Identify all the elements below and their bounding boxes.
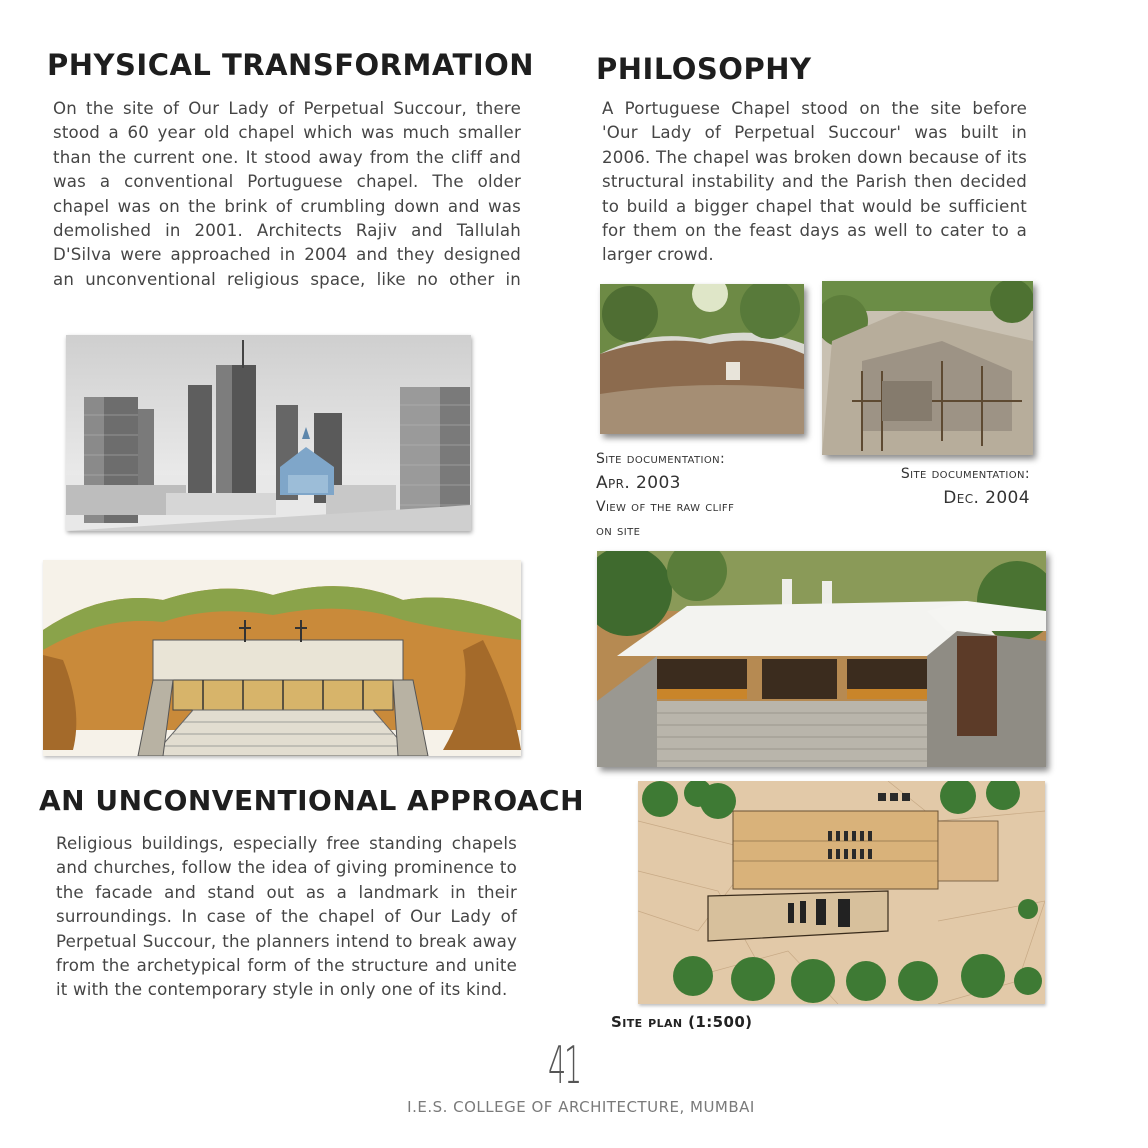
caption-line: View of the raw cliff: [596, 499, 735, 515]
caption-line: on site: [596, 523, 641, 539]
caption-site-documentation-2003: [596, 447, 734, 543]
caption-site-documentation-2004: [855, 462, 1030, 510]
caption-site-plan: Site plan (1:500): [611, 1013, 753, 1031]
footer-college-name: I.E.S. COLLEGE OF ARCHITECTURE, MUMBAI: [407, 1098, 755, 1116]
city-rendering-image: [66, 335, 471, 531]
paragraph-unconventional-approach: Religious buildings, especially free standing chapels and churches, follow the idea of giving prominence to the facade and stand out as a landmark in their surroundings. In case of the chapel of Our Lady of Perpetual Succour, the planners intend to break away from the archetypical form of the structure and unite it with the contemporary style in only one of its kind.: [56, 834, 517, 1000]
paragraph-physical-transformation: On the site of Our Lady of Perpetual Succour, there stood a 60 year old chapel which was much smaller than the current one. It stood away from the cliff and was a conventional Portuguese chapel. The older chapel was on the brink of crumbling down and was demolished in 2001. Architects Rajiv and Tallulah D'Silva were approached in 2004 and they designed an unconventional religious space, like no other in: [53, 99, 521, 289]
caption-line: Site documentation:: [596, 451, 726, 467]
caption-line: Apr. 2003: [596, 473, 681, 493]
caption-line: Dec. 2004: [943, 488, 1030, 508]
page-number: 41: [548, 1036, 580, 1096]
chapel-photo: [597, 551, 1046, 767]
site-photo-2004: [822, 281, 1033, 455]
heading-philosophy: PHILOSOPHY: [596, 52, 812, 86]
heading-physical-transformation: PHYSICAL TRANSFORMATION: [47, 48, 535, 82]
site-photo-2003: [600, 284, 804, 434]
heading-unconventional-approach: AN UNCONVENTIONAL APPROACH: [39, 784, 585, 817]
paragraph-philosophy: A Portuguese Chapel stood on the site before 'Our Lady of Perpetual Succour' was built in 2006. The chapel was broken down because of its structural instability and the Parish then decided to build a bigger chapel that would be sufficient for them on the feast days as well to cater to a larger crowd.: [602, 99, 1027, 265]
caption-line: Site documentation:: [900, 466, 1030, 482]
watercolor-sketch-image: [43, 560, 521, 756]
site-plan-drawing: [638, 781, 1045, 1004]
